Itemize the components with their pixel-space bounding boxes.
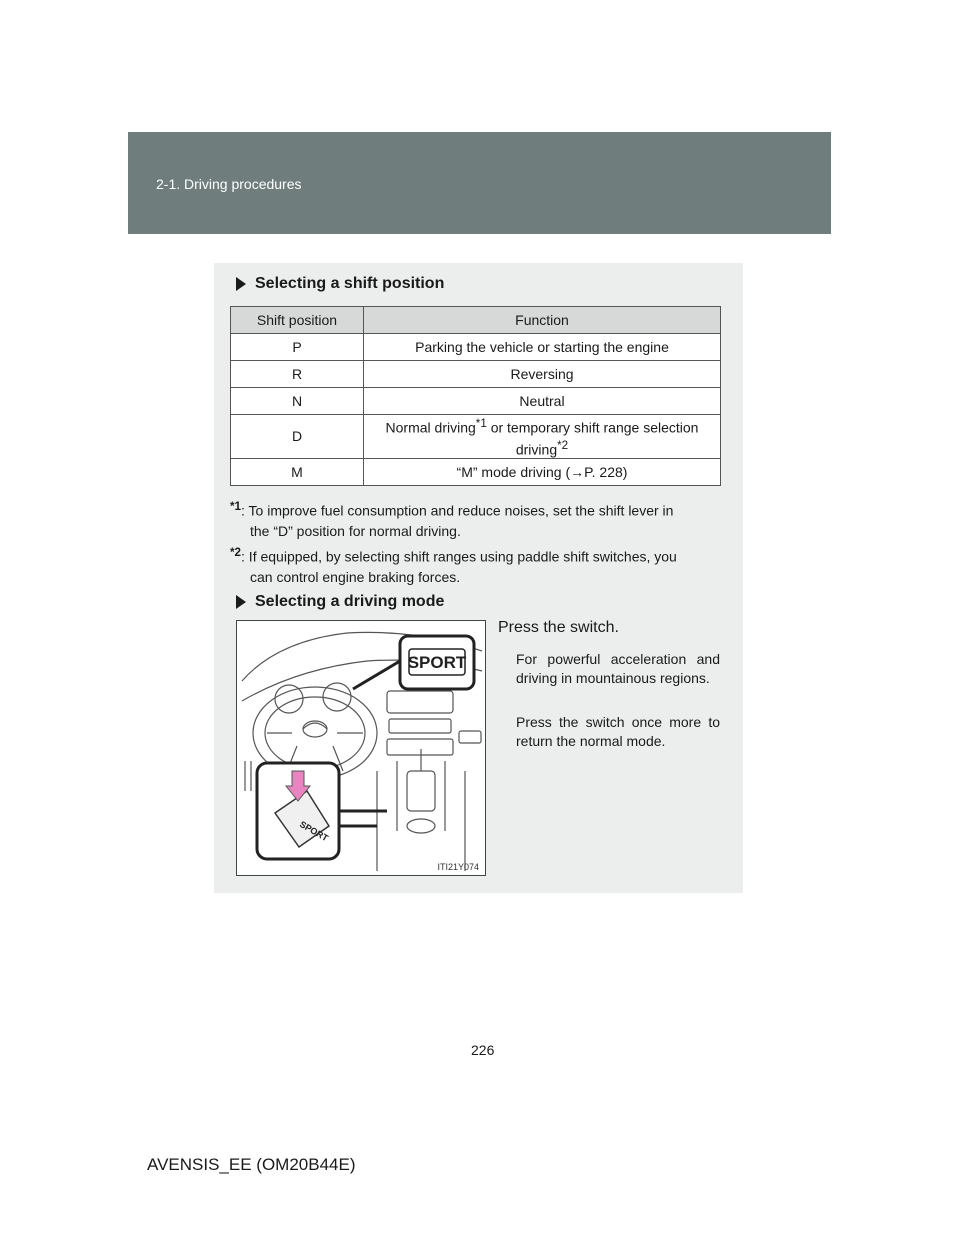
shift-position-cell: M bbox=[231, 459, 364, 486]
sport-switch-closeup-label: SPORT bbox=[298, 819, 330, 844]
page-number: 226 bbox=[471, 1042, 495, 1058]
shift-position-table bbox=[230, 306, 721, 486]
table-header-row bbox=[231, 307, 721, 334]
shift-position-cell: R bbox=[231, 361, 364, 388]
instruction-text: Press the switch. bbox=[498, 619, 619, 636]
sport-button-label: SPORT bbox=[407, 653, 467, 672]
column-header-function: Function bbox=[364, 307, 721, 334]
bullet-triangle-icon bbox=[236, 277, 246, 291]
table-row bbox=[231, 334, 721, 361]
footnote-marker: *2 bbox=[557, 438, 569, 452]
footnote-marker: *1 bbox=[475, 417, 487, 430]
function-cell: Reversing bbox=[364, 361, 721, 388]
table-row bbox=[231, 361, 721, 388]
document-footer: AVENSIS_EE (OM20B44E) bbox=[147, 1155, 356, 1174]
figure-id: ITI21Y074 bbox=[437, 862, 479, 872]
footnote-marker: *1 bbox=[230, 500, 242, 513]
section-breadcrumb: 2-1. Driving procedures bbox=[156, 176, 302, 192]
table-row bbox=[231, 415, 721, 459]
footnote-2: $^{*2}$: If equipped, by selecting shift ranges using paddle shift switches, you can control engine braking forces. bbox=[230, 546, 677, 585]
function-cell: Parking the vehicle or starting the engine bbox=[364, 334, 721, 361]
shift-section-title: Selecting a shift position bbox=[236, 275, 444, 293]
mode-section-title: Selecting a driving mode bbox=[236, 593, 444, 611]
dashboard-drawing bbox=[237, 621, 485, 875]
mode-return-description: Press the switch once more to return the normal mode. bbox=[516, 714, 720, 749]
table-row bbox=[231, 459, 721, 486]
shift-position-cell: N bbox=[231, 388, 364, 415]
sport-switch-illustration bbox=[236, 620, 486, 876]
function-cell: “M” mode driving (→P. 228) bbox=[364, 459, 721, 486]
table-row bbox=[231, 388, 721, 415]
column-header-shift-position: Shift position bbox=[231, 307, 364, 334]
mode-description: For powerful acceleration and driving in mountainous regions. bbox=[516, 651, 720, 686]
shift-position-cell: P bbox=[231, 334, 364, 361]
function-cell: Normal driving$^{*1}$ or temporary shift range selection driving$^{*2}$ bbox=[364, 415, 721, 459]
callout-line bbox=[353, 661, 400, 689]
footnote-1: $^{*1}$: To improve fuel consumption and reduce noises, set the shift lever in the “D” position for normal driving. bbox=[230, 500, 674, 539]
function-cell: Neutral bbox=[364, 388, 721, 415]
shift-position-cell: D bbox=[231, 415, 364, 459]
page-header bbox=[128, 132, 831, 234]
bullet-triangle-icon bbox=[236, 595, 246, 609]
footnote-marker: *2 bbox=[230, 546, 242, 559]
